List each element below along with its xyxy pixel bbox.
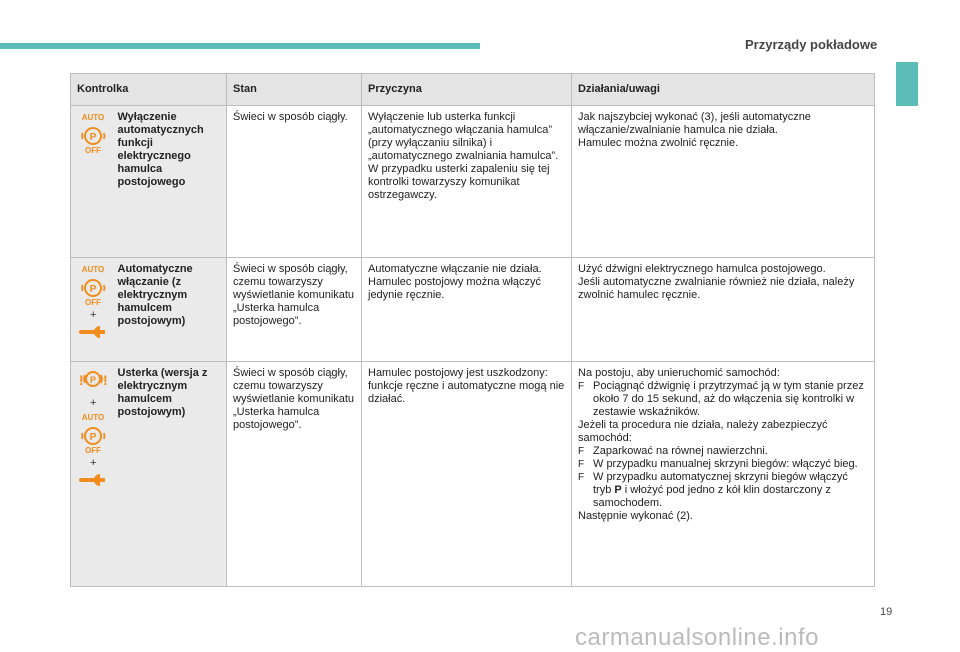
action-bullet <box>578 458 868 471</box>
action-line: Użyć dźwigni elektrycznego hamulca postojowego. <box>578 263 868 276</box>
lamp-name: Usterka (wersja z elektrycznym hamulcem postojowym) <box>116 362 227 587</box>
lamp-icon-cell <box>71 258 116 362</box>
wrench-icon <box>78 472 108 488</box>
bullet-text: Zaparkować na równej nawierzchni. <box>593 445 868 458</box>
bullet-marker: F <box>578 471 593 510</box>
cause-cell <box>362 106 572 258</box>
action-bullet <box>578 471 868 510</box>
auto-parking-brake-off-icon <box>76 112 110 154</box>
bullet-text-post: i włożyć pod jedno z kół klin dostarczony z samochodem. <box>593 484 831 509</box>
svg-text:!: ! <box>79 372 84 388</box>
bullet-text-pre: W przypadku automatycznej skrzyni biegów włączyć tryb <box>593 471 848 496</box>
table-row <box>71 362 875 587</box>
cause-line: Hamulec postojowy można włączyć jedynie ręcznie. <box>368 276 565 302</box>
p-letter: P <box>90 432 97 443</box>
bullet-marker: F <box>578 380 593 419</box>
auto-parking-brake-off-icon <box>76 412 110 454</box>
page-section-title: Przyrządy pokładowe <box>745 37 877 52</box>
plus-sign: + <box>71 457 116 470</box>
p-letter: P <box>90 375 96 385</box>
auto-label: AUTO <box>82 413 105 422</box>
action-outro: Następnie wykonać (2). <box>578 510 868 523</box>
cause-cell: Hamulec postojowy jest uszkodzony: funkcje ręczne i automatyczne mogą nie działać. <box>362 362 572 587</box>
off-label: OFF <box>85 298 101 306</box>
column-header-dzialania: Działania/uwagi <box>572 74 875 106</box>
header-accent-bar <box>0 43 480 49</box>
wrench-icon <box>78 324 108 340</box>
bullet-marker: F <box>578 445 593 458</box>
column-header-stan: Stan <box>227 74 362 106</box>
plus-sign: + <box>71 309 116 322</box>
warning-lamp-table <box>70 73 875 587</box>
action-middle: Jeżeli ta procedura nie działa, należy zabezpieczyć samochód: <box>578 419 868 445</box>
state-cell: Świeci w sposób ciągły, czemu towarzyszy wyświetlanie komunikatu „Usterka hamulca postojowego”. <box>227 362 362 587</box>
action-cell <box>572 106 875 258</box>
chapter-marker <box>896 62 918 106</box>
bullet-text <box>593 471 868 510</box>
plus-sign: + <box>71 397 116 410</box>
lamp-name: Automatyczne włączanie (z elektrycznym hamulcem postojowym) <box>116 258 227 362</box>
bullet-text: Pociągnąć dźwignię i przytrzymać ją w tym stanie przez około 7 do 15 sekund, aż do włączenia się kontrolki w zestawie wskaźników. <box>593 380 868 419</box>
page-number: 19 <box>880 606 892 618</box>
svg-text:!: ! <box>103 372 108 388</box>
action-bullet <box>578 380 868 419</box>
column-header-przyczyna: Przyczyna <box>362 74 572 106</box>
action-line: Hamulec można zwolnić ręcznie. <box>578 137 868 150</box>
auto-label: AUTO <box>82 265 105 274</box>
lamp-icon-cell <box>71 106 116 258</box>
watermark-text: carmanualsonline.info <box>575 624 819 652</box>
action-cell <box>572 258 875 362</box>
action-cell <box>572 362 875 587</box>
cause-cell <box>362 258 572 362</box>
p-letter: P <box>90 284 97 295</box>
state-cell: Świeci w sposób ciągły. <box>227 106 362 258</box>
table-row <box>71 106 875 258</box>
bullet-marker: F <box>578 458 593 471</box>
chapter-number-glyph <box>896 62 918 106</box>
parking-brake-fault-icon <box>76 368 110 390</box>
p-letter: P <box>90 132 97 143</box>
off-label: OFF <box>85 146 101 154</box>
column-header-kontrolka: Kontrolka <box>71 74 227 106</box>
cause-line: W przypadku usterki zapaleniu się tej kontrolki towarzyszy komunikat ostrzegawczy. <box>368 163 565 202</box>
bullet-text: W przypadku manualnej skrzyni biegów: włączyć bieg. <box>593 458 868 471</box>
lamp-icon-cell <box>71 362 116 587</box>
action-bullet <box>578 445 868 458</box>
lamp-name: Wyłączenie automatycznych funkcji elektrycznego hamulca postojowego <box>116 106 227 258</box>
action-intro: Na postoju, aby unieruchomić samochód: <box>578 367 868 380</box>
table-header-row <box>71 74 875 106</box>
table-row <box>71 258 875 362</box>
action-line: Jak najszybciej wykonać (3), jeśli automatyczne włączanie/zwalnianie hamulca nie działa. <box>578 111 868 137</box>
state-cell: Świeci w sposób ciągły, czemu towarzyszy wyświetlanie komunikatu „Usterka hamulca postojowego”. <box>227 258 362 362</box>
gear-mode-p: P <box>614 484 621 496</box>
auto-parking-brake-off-icon <box>76 264 110 306</box>
cause-line: Automatyczne włączanie nie działa. <box>368 263 565 276</box>
cause-line: Wyłączenie lub usterka funkcji „automatycznego włączania hamulca” (przy wyłączaniu silnika) i „automatycznego zwalniania hamulca”. <box>368 111 565 163</box>
auto-label: AUTO <box>82 113 105 122</box>
action-line: Jeśli automatyczne zwalnianie również nie działa, należy zwolnić hamulec ręcznie. <box>578 276 868 302</box>
off-label: OFF <box>85 446 101 454</box>
